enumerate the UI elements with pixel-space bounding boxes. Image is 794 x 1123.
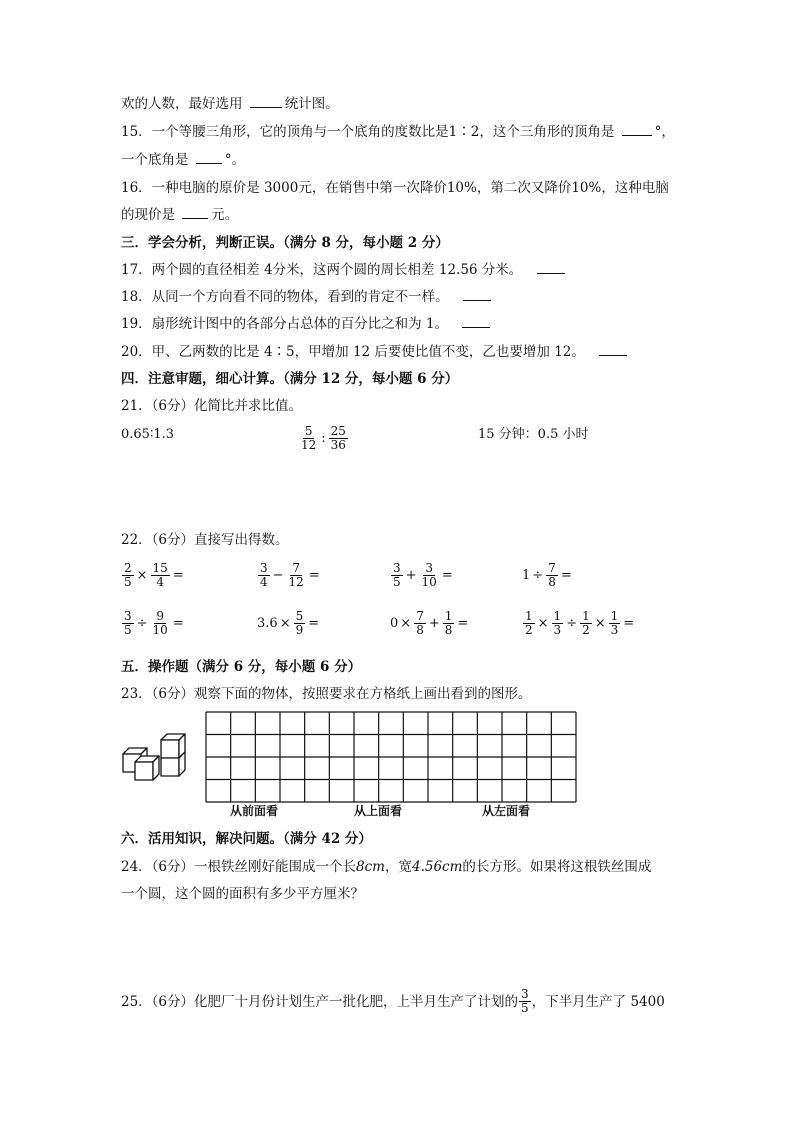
- question-23-stem: 23．（6分）观察下面的物体，按照要求在方格纸上画出看到的图形。: [121, 686, 532, 702]
- section-6-title: 六．活用知识，解决问题。（满分 42 分）: [121, 831, 372, 847]
- question-15-line2: 一个底角是 °。: [121, 152, 246, 168]
- view-label-top: 从上面看: [354, 804, 403, 818]
- section-4-title: 四．注意审题，细心计算。（满分 12 分，每小题 6 分）: [121, 371, 459, 387]
- q22-expr-4: 1 ÷ $\frac{7}{8}$ =: [522, 561, 572, 589]
- q21-item-1: 0.65∶1.3: [121, 427, 175, 442]
- question-20: 20．甲、乙两数的比是 4∶5，甲增加 12 后要使比值不变，乙也要增加 12。: [121, 342, 630, 362]
- q22-expr-8: $\frac{1}{2}$ × $\frac{1}{3}$ ÷ $\frac{1}{2}$ × $\frac{1}{3}$ =: [525, 609, 635, 637]
- question-17: 17．两个圆的直径相差 4分米，这两个圆的周长相差 12.56 分米。: [121, 260, 568, 280]
- question-19: 19．扇形统计图中的各部分占总体的百分比之和为 1。: [121, 314, 493, 334]
- question-24-line1: 24．（6分）一根铁丝刚好能围成一个长8cm，宽4.56cm的长方形。如果将这根铁丝围成: [121, 859, 652, 875]
- fraction: $\frac{3}{5}$: [521, 987, 529, 1015]
- answer-blank[interactable]: [537, 261, 565, 274]
- section-3-title: 三．学会分析，判断正误。（满分 8 分，每小题 2 分）: [121, 235, 449, 251]
- q22-expr-7: 0 × $\frac{7}{8}$ + $\frac{1}{8}$ =: [390, 609, 469, 637]
- q22-expr-1: $\frac{2}{5}$ × $\frac{15}{4}$ =: [124, 561, 184, 589]
- question-16-line2: 的现价是 元。: [121, 207, 239, 223]
- answer-blank[interactable]: [462, 315, 490, 328]
- question-21-stem: 21．（6分）化简比并求比值。: [121, 398, 303, 414]
- cube-stack-figure: [121, 730, 187, 782]
- q22-expr-3: $\frac{3}{5}$ + $\frac{3}{10}$ =: [393, 561, 453, 589]
- q22-expr-6: 3.6 × $\frac{5}{9}$ =: [257, 609, 320, 637]
- q22-expr-2: $\frac{3}{4}$ − $\frac{7}{12}$ =: [260, 561, 320, 589]
- view-label-left: 从左面看: [482, 804, 531, 818]
- answer-blank[interactable]: [599, 343, 627, 356]
- fraction: $\frac{5}{12}$: [301, 424, 317, 452]
- question-16-line1: 16．一种电脑的原价是 3000元，在销售中第一次降价10%，第二次又降价10%，这种电脑: [121, 180, 669, 196]
- view-label-front: 从前面看: [230, 804, 279, 818]
- question-24-line2: 一个圆，这个圆的面积有多少平方厘米？: [121, 886, 364, 902]
- question-25-line1: 25．（6分）化肥厂十月份计划生产一批化肥，上半月生产了计划的 $\frac{3}{5}$ ，下半月生产了 5400: [121, 987, 665, 1015]
- answer-blank[interactable]: [182, 206, 208, 219]
- question-18: 18．从同一个方向看不同的物体，看到的肯定不一样。: [121, 287, 494, 307]
- fraction: $\frac{25}{36}$: [330, 424, 346, 452]
- section-5-title: 五．操作题（满分 6 分，每小题 6 分）: [121, 659, 362, 675]
- q21-item-2: $\frac{5}{12}$ : $\frac{25}{36}$: [301, 424, 346, 452]
- q14-continuation: 欢的人数，最好选用 统计图。: [121, 96, 339, 112]
- q22-expr-5: $\frac{3}{5}$ ÷ $\frac{9}{10}$ =: [124, 609, 184, 637]
- question-22-stem: 22．（6分）直接写出得数。: [121, 532, 289, 548]
- answer-blank[interactable]: [250, 95, 282, 108]
- question-15-line1: 15．一个等腰三角形，它的顶角与一个底角的度数比是1∶2，这个三角形的顶角是 °，: [121, 124, 675, 140]
- q21-item-3: 15 分钟：0.5 小时: [478, 427, 589, 442]
- answer-blank[interactable]: [196, 151, 222, 164]
- answer-blank[interactable]: [622, 123, 652, 136]
- answer-blank[interactable]: [463, 288, 491, 301]
- grid-paper[interactable]: [205, 711, 577, 803]
